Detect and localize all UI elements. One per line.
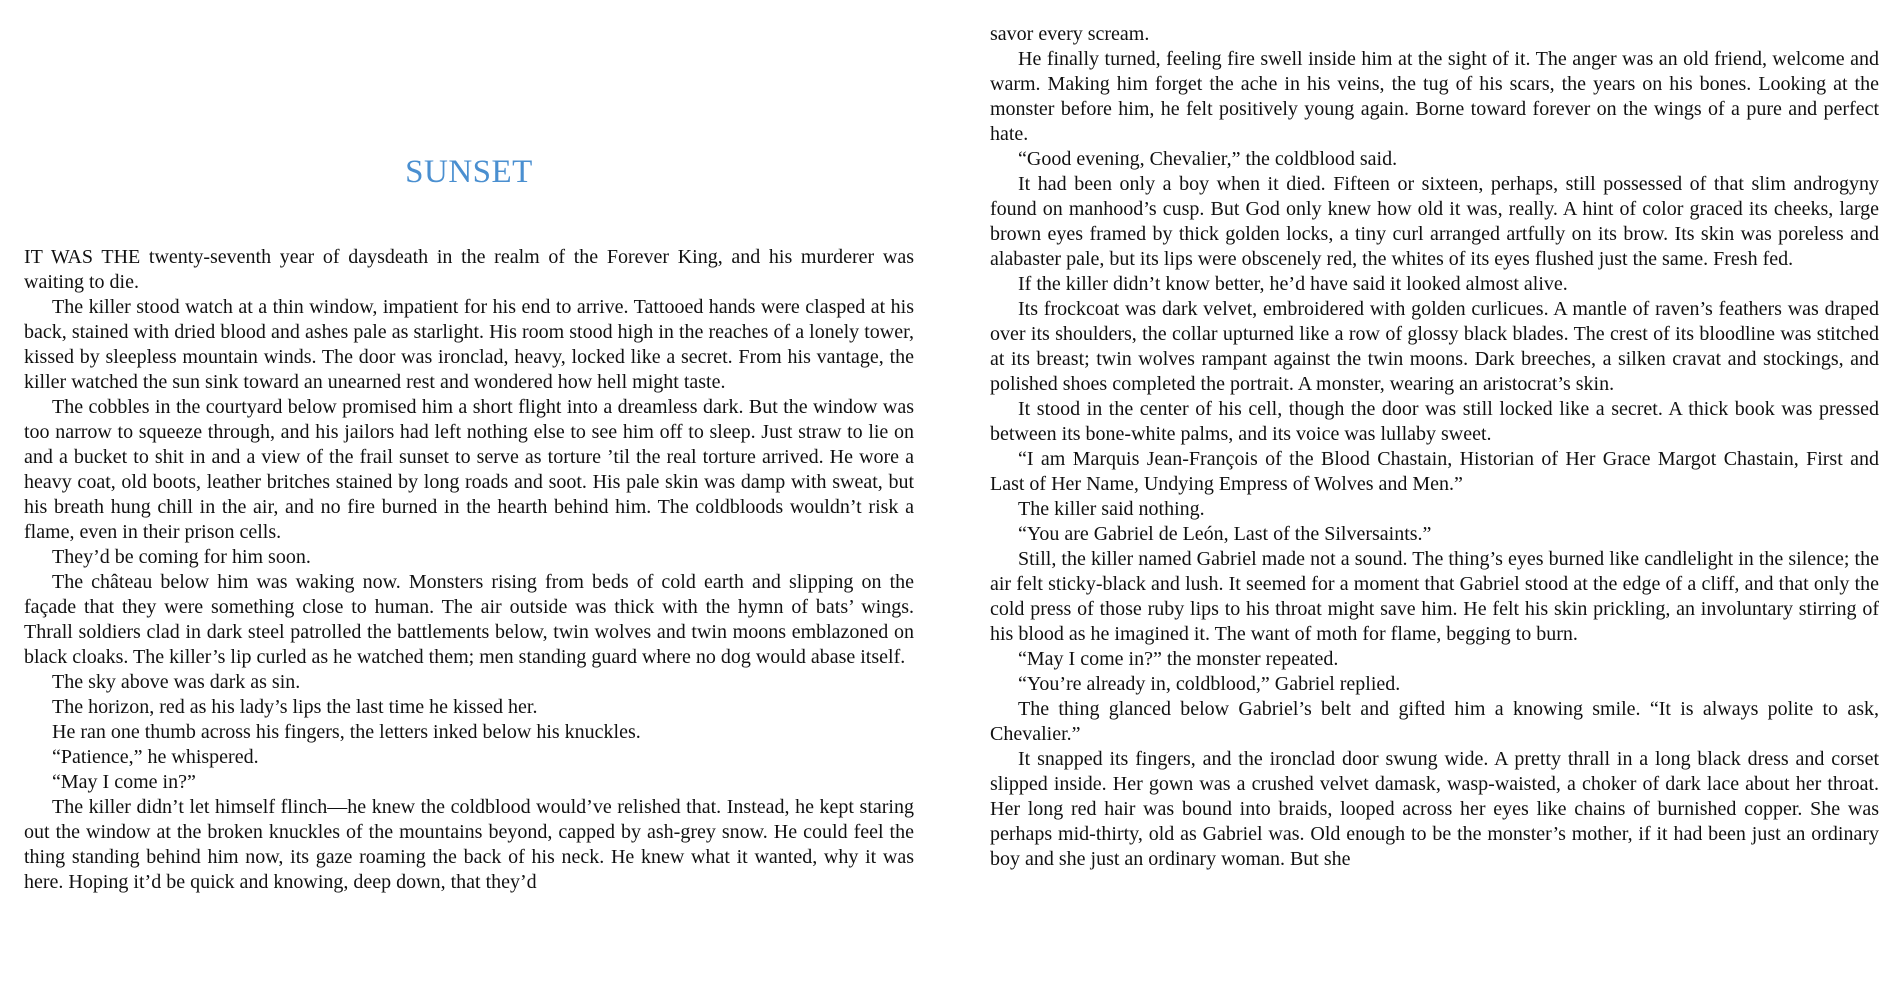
- paragraph: If the killer didn’t know better, he’d have said it looked almost alive.: [1018, 273, 1568, 295]
- paragraph: “May I come in?” the monster repeated.: [1018, 648, 1339, 670]
- paragraph: “May I come in?”: [52, 771, 196, 793]
- paragraph: “You are Gabriel de León, Last of the Silversaints.”: [1018, 523, 1432, 545]
- paragraph: He finally turned, feeling fire swell inside him at the sight of it. The anger was an old friend, welcome and warm. Making him forget the ache in his veins, the tug of his scars, the years on his bones. Looking at the monster before him, he felt positively young again. Borne toward forever on the wings of a pure and perfect hate.: [990, 48, 1879, 145]
- paragraph: The killer said nothing.: [1018, 498, 1205, 520]
- paragraph: They’d be coming for him soon.: [52, 546, 311, 568]
- paragraph: The killer stood watch at a thin window, impatient for his end to arrive. Tattooed hands were clasped at his back, stained with dried blood and ashes pale as starlight. His room stood high in the reaches of a lonely tower, kissed by sleepless mountain winds. The door was ironclad, heavy, locked like a secret. From his vantage, the killer watched the sun sink toward an unearned rest and wondered how hell might taste.: [24, 296, 914, 393]
- paragraph: It stood in the center of his cell, though the door was still locked like a secret. A thick book was pressed between its bone-white palms, and its voice was lullaby sweet.: [990, 398, 1879, 445]
- paragraph: The horizon, red as his lady’s lips the last time he kissed her.: [52, 696, 538, 718]
- chapter-title: SUNSET: [405, 154, 533, 190]
- right-page: [990, 22, 1879, 981]
- right-page-text: [990, 22, 1879, 872]
- paragraph: The killer didn’t let himself flinch—he knew the coldblood would’ve relished that. Instead, he kept staring out the window at the broken knuckles of the mountains beyond, capped by ash-grey snow. He could feel the thing standing behind him now, its gaze roaming the back of his neck. He knew what it wanted, why it was here. Hoping it’d be quick and knowing, deep down, that they’d: [24, 796, 914, 893]
- paragraph: [24, 245, 914, 295]
- paragraph: The cobbles in the courtyard below promised him a short flight into a dreamless dark. But the window was too narrow to squeeze through, and his jailors had left nothing else to see him off to sleep. Just straw to lie on and a bucket to shit in and a view of the frail sunset to serve as torture ’til the real torture arrived. He wore a heavy coat, old boots, leather britches stained by long roads and soot. His pale skin was damp with sweat, but his breath hung chill in the air, and no fire burned in the hearth behind him. The coldbloods wouldn’t risk a flame, even in their prison cells.: [24, 396, 914, 543]
- paragraph: It had been only a boy when it died. Fifteen or sixteen, perhaps, still possessed of that slim androgyny found on manhood’s cusp. But God only knew how old it was, really. A hint of color graced its cheeks, large brown eyes framed by thick golden locks, a tiny curl arranged artfully on its brow. Its skin was poreless and alabaster pale, but its lips were obscenely red, the whites of its eyes flushed just the same. Fresh fed.: [990, 173, 1879, 270]
- paragraph: “Patience,” he whispered.: [52, 746, 259, 768]
- left-page: [24, 0, 914, 959]
- opening-text: twenty-seventh year of daysdeath in the realm of the Forever King, and his murderer was waiting to die.: [24, 246, 914, 293]
- paragraph: Still, the killer named Gabriel made not a sound. The thing’s eyes burned like candlelight in the silence; the air felt sticky-black and lush. It seemed for a moment that Gabriel stood at the edge of a cliff, and that only the cold press of those ruby lips to his throat might save him. He felt his skin prickling, an involuntary stirring of his blood as he imagined it. The want of moth for flame, begging to burn.: [990, 548, 1879, 645]
- opening-caps: IT WAS THE: [24, 246, 141, 268]
- paragraph: The château below him was waking now. Monsters rising from beds of cold earth and slipping on the façade that they were something close to human. The air outside was thick with the hymn of bats’ wings. Thrall soldiers clad in dark steel patrolled the battlements below, twin wolves and twin moons emblazoned on black cloaks. The killer’s lip curled as he watched them; men standing guard where no dog would abase itself.: [24, 571, 914, 668]
- paragraph: Its frockcoat was dark velvet, embroidered with golden curlicues. A mantle of raven’s feathers was draped over its shoulders, the collar upturned like a row of glossy black blades. The crest of its bloodline was stitched at its breast; twin wolves rampant against the twin moons. Dark breeches, a silken cravat and stockings, and polished shoes completed the portrait. A monster, wearing an aristocrat’s skin.: [990, 298, 1879, 395]
- left-page-text: [24, 245, 914, 895]
- paragraph-continuation: savor every scream.: [990, 23, 1150, 45]
- paragraph: “You’re already in, coldblood,” Gabriel replied.: [1018, 673, 1401, 695]
- paragraph: “Good evening, Chevalier,” the coldblood said.: [1018, 148, 1398, 170]
- paragraph: He ran one thumb across his fingers, the letters inked below his knuckles.: [52, 721, 641, 743]
- paragraph: “I am Marquis Jean-François of the Blood Chastain, Historian of Her Grace Margot Chastain, First and Last of Her Name, Undying Empress of Wolves and Men.”: [990, 448, 1879, 495]
- paragraph: The thing glanced below Gabriel’s belt and gifted him a knowing smile. “It is always polite to ask, Chevalier.”: [990, 698, 1879, 745]
- paragraph: The sky above was dark as sin.: [52, 671, 301, 693]
- paragraph: It snapped its fingers, and the ironclad door swung wide. A pretty thrall in a long black dress and corset slipped inside. Her gown was a crushed velvet damask, wasp-waisted, a choker of dark lace about her throat. Her long red hair was bound into braids, looped across her eyes like chains of burnished copper. She was perhaps mid-thirty, old as Gabriel was. Old enough to be the monster’s mother, if it had been just an ordinary boy and she just an ordinary woman. But she: [990, 748, 1879, 870]
